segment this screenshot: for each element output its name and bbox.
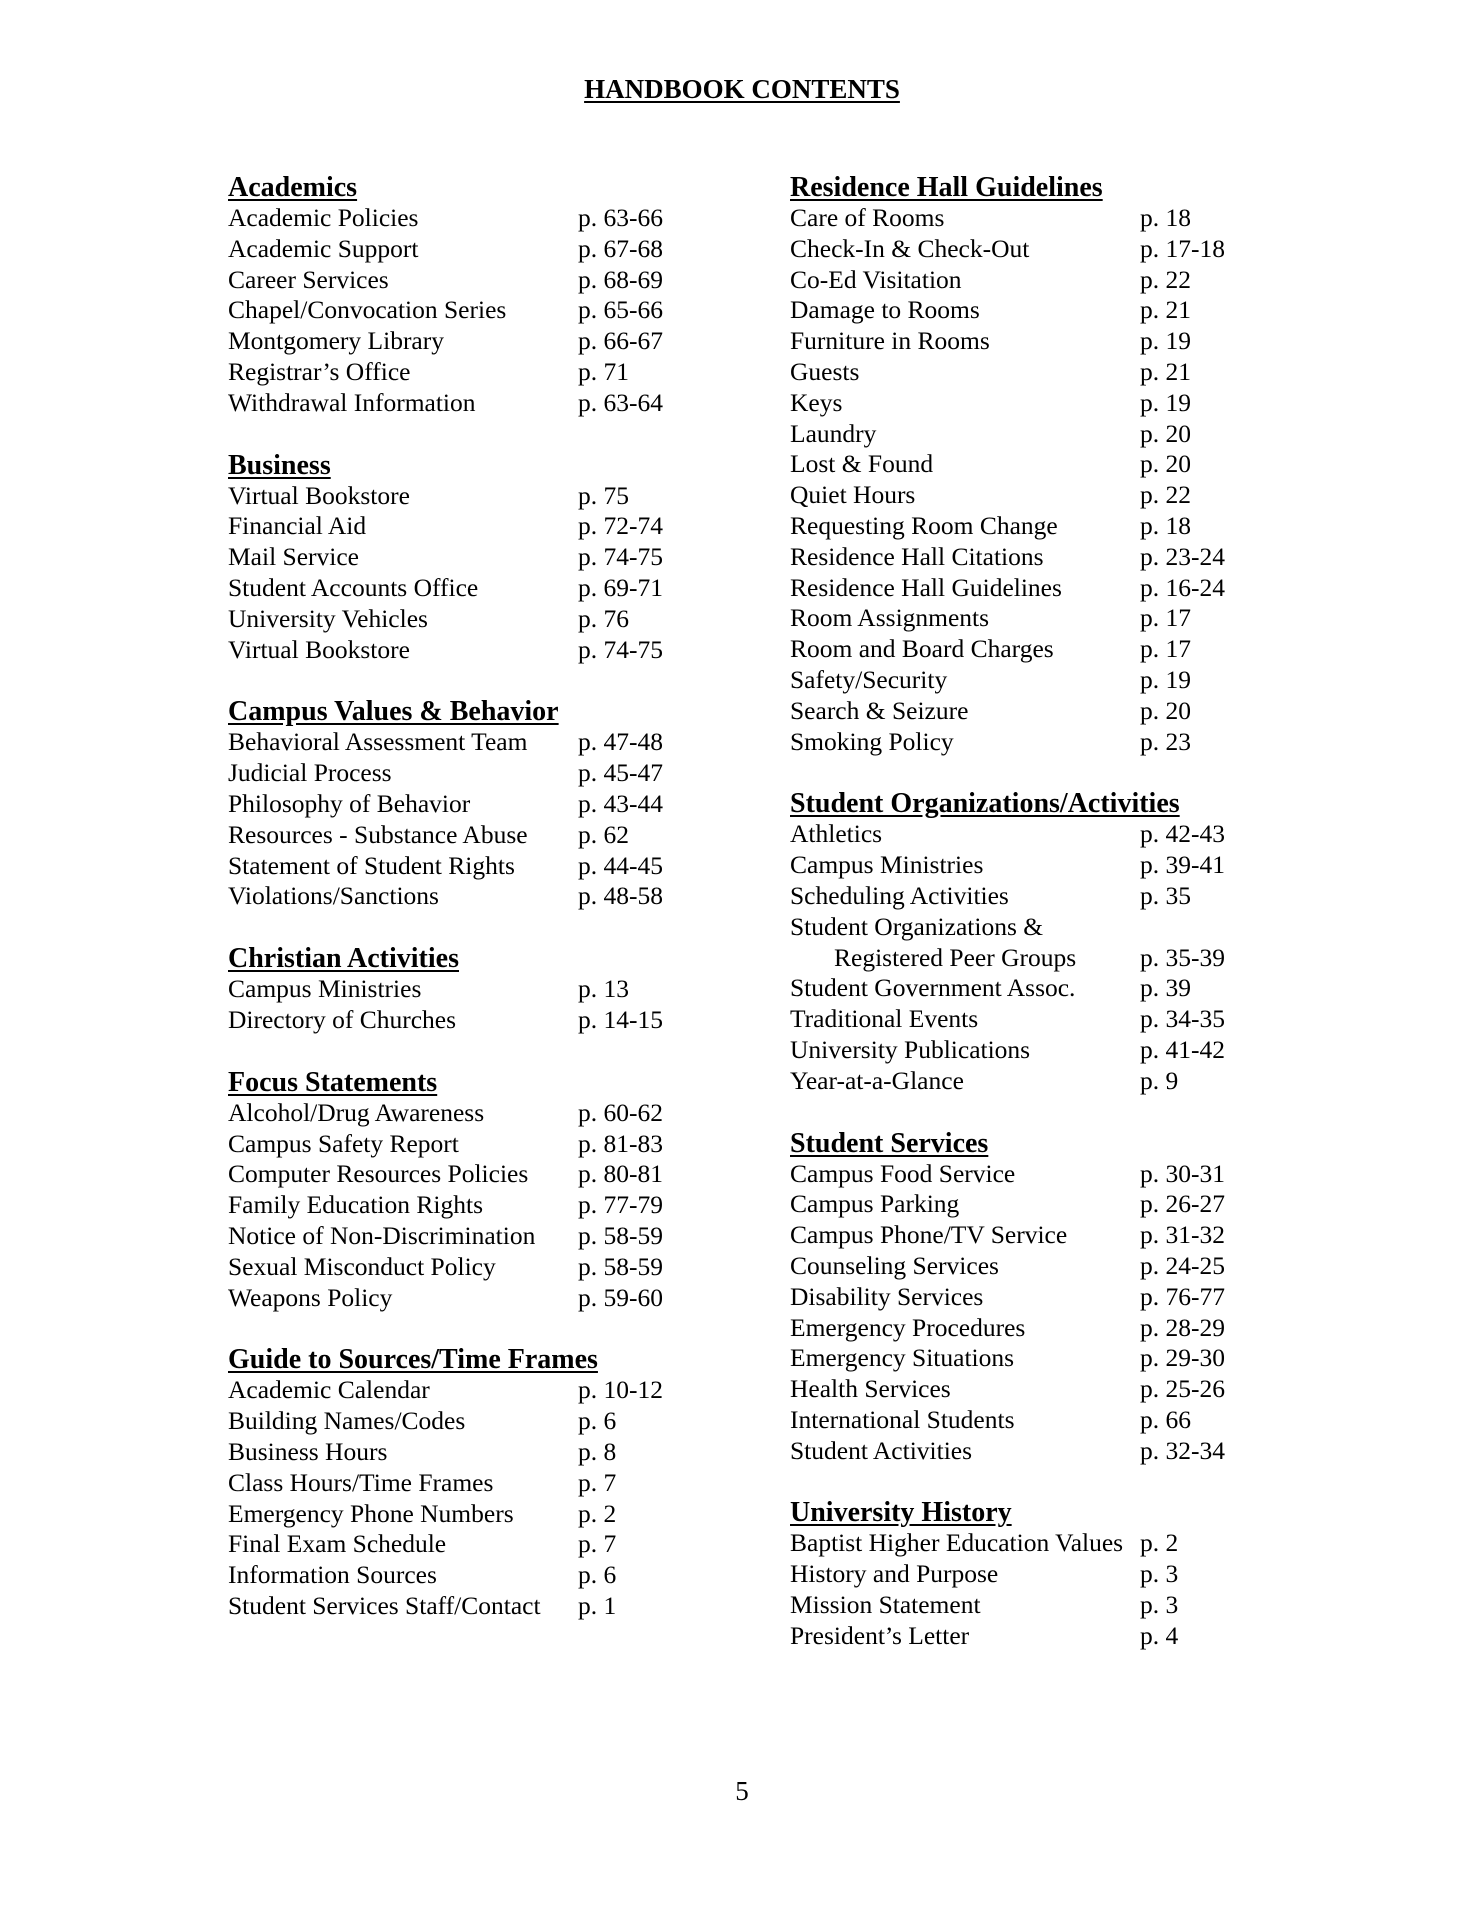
entry-title: Student Activities xyxy=(790,1435,973,1465)
toc-entry xyxy=(228,1252,748,1283)
entry-title: Furniture in Rooms xyxy=(790,326,990,356)
section-heading: Residence Hall Guidelines xyxy=(790,172,1103,203)
entry-title: Traditional Events xyxy=(790,1004,979,1034)
entry-page-ref: p. 74-75 xyxy=(578,634,663,664)
toc-entry xyxy=(228,1129,748,1160)
entry-page-ref: p. 75 xyxy=(578,480,629,510)
entry-title: Emergency Procedures xyxy=(790,1312,1026,1342)
section-business xyxy=(228,450,748,666)
entry-page-ref: p. 45-47 xyxy=(578,758,663,788)
section-heading: Guide to Sources/Time Frames xyxy=(228,1344,598,1376)
toc-entry xyxy=(228,1221,748,1252)
toc-entry xyxy=(790,943,1350,974)
toc-entry xyxy=(790,388,1350,419)
entry-title: Montgomery Library xyxy=(228,326,444,356)
entry-title: Safety/Security xyxy=(790,664,948,694)
toc-entry xyxy=(228,881,748,912)
entry-title: Laundry xyxy=(790,418,877,448)
entry-title: Building Names/Codes xyxy=(228,1406,466,1436)
entry-page-ref: p. 63-64 xyxy=(578,387,663,417)
toc-entry xyxy=(228,573,748,604)
entry-title: Academic Policies xyxy=(228,203,419,232)
entry-title: Business Hours xyxy=(228,1436,388,1466)
toc-entry xyxy=(228,511,748,542)
page-title: HANDBOOK CONTENTS xyxy=(584,74,900,104)
entry-title: Violations/Sanctions xyxy=(228,881,439,911)
entry-title: Campus Ministries xyxy=(228,974,422,1004)
entry-title: Athletics xyxy=(790,819,883,849)
section-heading: Business xyxy=(228,449,331,481)
section-heading: Academics xyxy=(228,172,358,203)
entry-title: Student Organizations & xyxy=(790,911,1044,941)
entry-title: International Students xyxy=(790,1404,1015,1434)
entry-title: Chapel/Convocation Series xyxy=(228,295,507,325)
entry-title: Check-In & Check-Out xyxy=(790,233,1030,263)
toc-entry xyxy=(790,1590,1350,1621)
entry-page-ref: p. 66-67 xyxy=(578,326,663,356)
entry-title: Student Services Staff/Contact xyxy=(228,1590,541,1620)
entry-page-ref: p. 65-66 xyxy=(578,295,663,325)
entry-page-ref: p. 21 xyxy=(1140,356,1191,386)
toc-entry xyxy=(228,326,748,357)
section-heading: Campus Values & Behavior xyxy=(228,696,559,728)
entry-title: Guests xyxy=(790,356,860,386)
toc-entry xyxy=(790,265,1350,296)
entry-page-ref: p. 39 xyxy=(1140,973,1191,1003)
entry-title: Care of Rooms xyxy=(790,203,945,232)
entry-title: Judicial Process xyxy=(228,758,392,788)
toc-entry xyxy=(790,1251,1350,1282)
entry-page-ref: p. 32-34 xyxy=(1140,1435,1225,1465)
toc-entry xyxy=(790,573,1350,604)
entry-page-ref: p. 22 xyxy=(1140,264,1191,294)
entry-page-ref: p. 26-27 xyxy=(1140,1189,1225,1219)
toc-entry xyxy=(228,542,748,573)
entry-title: Search & Seizure xyxy=(790,695,969,725)
entry-title: Lost & Found xyxy=(790,449,934,479)
toc-entry xyxy=(790,1035,1350,1066)
entry-page-ref: p. 67-68 xyxy=(578,233,663,263)
entry-title: University Publications xyxy=(790,1034,1031,1064)
section-heading: Christian Activities xyxy=(228,943,459,975)
section-guide-to-sources-time-frames xyxy=(228,1344,748,1621)
entry-title: Student Government Assoc. xyxy=(790,973,1076,1003)
toc-entry xyxy=(790,634,1350,665)
entry-page-ref: p. 6 xyxy=(578,1560,617,1590)
section-heading: Student Services xyxy=(790,1127,989,1159)
entry-page-ref: p. 77-79 xyxy=(578,1190,663,1220)
entry-page-ref: p. 6 xyxy=(578,1406,617,1436)
entry-title: Counseling Services xyxy=(790,1250,999,1280)
toc-entry xyxy=(790,357,1350,388)
entry-page-ref: p. 31-32 xyxy=(1140,1220,1225,1250)
toc-entry xyxy=(228,1190,748,1221)
entry-page-ref: p. 63-66 xyxy=(578,203,663,232)
entry-title: Quiet Hours xyxy=(790,480,916,510)
toc-entry xyxy=(790,1220,1350,1251)
toc-entry xyxy=(790,1004,1350,1035)
entry-page-ref: p. 10-12 xyxy=(578,1375,663,1405)
entry-title: Mission Statement xyxy=(790,1590,981,1620)
entry-title: Career Services xyxy=(228,264,389,294)
entry-page-ref: p. 74-75 xyxy=(578,542,663,572)
entry-page-ref: p. 39-41 xyxy=(1140,850,1225,880)
section-christian-activities xyxy=(228,943,748,1036)
section-focus-statements xyxy=(228,1067,748,1314)
entry-page-ref: p. 47-48 xyxy=(578,727,663,757)
entry-title: Emergency Phone Numbers xyxy=(228,1498,514,1528)
entry-title: Campus Ministries xyxy=(790,850,984,880)
entry-title: Final Exam Schedule xyxy=(228,1529,447,1559)
entry-page-ref: p. 58-59 xyxy=(578,1220,663,1250)
entry-page-ref: p. 3 xyxy=(1140,1559,1179,1589)
entry-page-ref: p. 71 xyxy=(578,356,629,386)
entry-page-ref: p. 7 xyxy=(578,1467,617,1497)
toc-entry xyxy=(790,234,1350,265)
entry-page-ref: p. 21 xyxy=(1140,295,1191,325)
entry-title: Notice of Non-Discrimination xyxy=(228,1220,536,1250)
section-student-services xyxy=(790,1128,1350,1467)
toc-entry xyxy=(790,1621,1350,1652)
toc-entry xyxy=(228,1560,748,1591)
entry-page-ref: p. 81-83 xyxy=(578,1128,663,1158)
toc-entry xyxy=(228,758,748,789)
entry-title: Virtual Bookstore xyxy=(228,634,410,664)
entry-title: Statement of Student Rights xyxy=(228,850,515,880)
entry-title: Registered Peer Groups xyxy=(834,942,1077,972)
toc-entry xyxy=(228,295,748,326)
section-residence-hall-guidelines xyxy=(790,172,1350,757)
entry-page-ref: p. 42-43 xyxy=(1140,819,1225,849)
entry-page-ref: p. 20 xyxy=(1140,418,1191,448)
entry-title: Campus Parking xyxy=(790,1189,960,1219)
entry-page-ref: p. 68-69 xyxy=(578,264,663,294)
entry-page-ref: p. 41-42 xyxy=(1140,1034,1225,1064)
entry-page-ref: p. 60-62 xyxy=(578,1097,663,1127)
page-number: 5 xyxy=(735,1776,749,1806)
section-heading: Student Organizations/Activities xyxy=(790,788,1180,820)
toc-entry xyxy=(790,881,1350,912)
entry-title: Financial Aid xyxy=(228,511,367,541)
section-campus-values-behavior xyxy=(228,696,748,912)
entry-title: Smoking Policy xyxy=(790,726,954,756)
section-academics xyxy=(228,172,748,419)
entry-title: Campus Phone/TV Service xyxy=(790,1220,1068,1250)
entry-page-ref: p. 18 xyxy=(1140,203,1191,232)
entry-page-ref: p. 8 xyxy=(578,1436,617,1466)
toc-entry xyxy=(228,1098,748,1129)
entry-title: Information Sources xyxy=(228,1560,437,1590)
right-column xyxy=(790,172,1350,1683)
entry-title: Health Services xyxy=(790,1374,951,1404)
entry-page-ref: p. 34-35 xyxy=(1140,1004,1225,1034)
entry-page-ref: p. 44-45 xyxy=(578,850,663,880)
toc-entry xyxy=(790,1159,1350,1190)
entry-page-ref: p. 69-71 xyxy=(578,572,663,602)
entry-title: Requesting Room Change xyxy=(790,510,1058,540)
entry-page-ref: p. 23-24 xyxy=(1140,541,1225,571)
entry-page-ref: p. 24-25 xyxy=(1140,1250,1225,1280)
entry-title: Academic Calendar xyxy=(228,1375,430,1405)
entry-page-ref: p. 7 xyxy=(578,1529,617,1559)
toc-entry xyxy=(790,1559,1350,1590)
left-column xyxy=(228,172,748,1653)
entry-title: Withdrawal Information xyxy=(228,387,476,417)
entry-page-ref: p. 18 xyxy=(1140,510,1191,540)
entry-title: Keys xyxy=(790,387,843,417)
toc-entry xyxy=(228,388,748,419)
toc-entry xyxy=(228,234,748,265)
entry-title: Behavioral Assessment Team xyxy=(228,727,528,757)
entry-page-ref: p. 13 xyxy=(578,974,629,1004)
entry-page-ref: p. 43-44 xyxy=(578,788,663,818)
entry-page-ref: p. 16-24 xyxy=(1140,572,1225,602)
section-heading: University History xyxy=(790,1497,1012,1529)
toc-entry xyxy=(790,542,1350,573)
toc-entry xyxy=(790,819,1350,850)
toc-entry xyxy=(228,789,748,820)
entry-page-ref: p. 28-29 xyxy=(1140,1312,1225,1342)
entry-page-ref: p. 9 xyxy=(1140,1065,1179,1095)
entry-title: President’s Letter xyxy=(790,1620,970,1650)
toc-entry xyxy=(790,727,1350,758)
toc-entry xyxy=(228,820,748,851)
toc-entry xyxy=(228,357,748,388)
toc-entry xyxy=(228,604,748,635)
toc-entry xyxy=(228,727,748,758)
toc-entry xyxy=(228,1437,748,1468)
toc-entry xyxy=(228,1468,748,1499)
entry-page-ref: p. 4 xyxy=(1140,1620,1179,1650)
entry-title: Virtual Bookstore xyxy=(228,480,410,510)
entry-title: Residence Hall Guidelines xyxy=(790,572,1062,602)
entry-title: Registrar’s Office xyxy=(228,356,411,386)
entry-title: Academic Support xyxy=(228,233,419,263)
entry-page-ref: p. 59-60 xyxy=(578,1282,663,1312)
toc-entry xyxy=(790,973,1350,1004)
entry-page-ref: p. 17-18 xyxy=(1140,233,1225,263)
toc-entry xyxy=(790,295,1350,326)
toc-entry xyxy=(228,481,748,512)
entry-page-ref: p. 1 xyxy=(578,1590,617,1620)
toc-entry xyxy=(790,419,1350,450)
toc-entry xyxy=(228,851,748,882)
toc-entry xyxy=(790,480,1350,511)
toc-entry xyxy=(790,511,1350,542)
toc-entry xyxy=(228,974,748,1005)
section-student-organizations-activities xyxy=(790,788,1350,1096)
entry-page-ref: p. 25-26 xyxy=(1140,1374,1225,1404)
entry-title: Scheduling Activities xyxy=(790,880,1009,910)
toc-entry xyxy=(790,1066,1350,1097)
entry-page-ref: p. 14-15 xyxy=(578,1004,663,1034)
entry-page-ref: p. 20 xyxy=(1140,449,1191,479)
entry-title: Directory of Churches xyxy=(228,1004,457,1034)
entry-page-ref: p. 48-58 xyxy=(578,881,663,911)
entry-title: Emergency Situations xyxy=(790,1343,1015,1373)
entry-page-ref: p. 19 xyxy=(1140,387,1191,417)
toc-entry xyxy=(228,1591,748,1622)
entry-page-ref: p. 76-77 xyxy=(1140,1281,1225,1311)
entry-page-ref: p. 29-30 xyxy=(1140,1343,1225,1373)
entry-title: Co-Ed Visitation xyxy=(790,264,962,294)
entry-page-ref: p. 30-31 xyxy=(1140,1158,1225,1188)
entry-page-ref: p. 19 xyxy=(1140,664,1191,694)
entry-page-ref: p. 35 xyxy=(1140,880,1191,910)
entry-page-ref: p. 62 xyxy=(578,819,629,849)
entry-page-ref: p. 76 xyxy=(578,603,629,633)
toc-entry xyxy=(790,696,1350,727)
entry-page-ref: p. 17 xyxy=(1140,634,1191,664)
entry-title: Room and Board Charges xyxy=(790,634,1054,664)
entry-title: Weapons Policy xyxy=(228,1282,393,1312)
entry-title: Alcohol/Drug Awareness xyxy=(228,1097,485,1127)
toc-entry xyxy=(228,265,748,296)
entry-title: Philosophy of Behavior xyxy=(228,788,471,818)
entry-page-ref: p. 2 xyxy=(578,1498,617,1528)
toc-entry xyxy=(228,1375,748,1406)
toc-entry xyxy=(790,203,1350,234)
toc-entry xyxy=(228,635,748,666)
toc-entry xyxy=(790,449,1350,480)
toc-entry xyxy=(790,1343,1350,1374)
toc-entry xyxy=(228,1499,748,1530)
entry-title: Year-at-a-Glance xyxy=(790,1065,964,1095)
toc-entry xyxy=(790,1282,1350,1313)
toc-entry xyxy=(790,850,1350,881)
toc-entry xyxy=(228,203,748,234)
entry-page-ref: p. 2 xyxy=(1140,1528,1179,1558)
entry-page-ref: p. 17 xyxy=(1140,603,1191,633)
entry-title: Baptist Higher Education Values xyxy=(790,1528,1124,1558)
toc-entry xyxy=(228,1406,748,1437)
entry-title: Computer Resources Policies xyxy=(228,1159,529,1189)
entry-title: History and Purpose xyxy=(790,1559,999,1589)
entry-title: Family Education Rights xyxy=(228,1190,483,1220)
entry-page-ref: p. 23 xyxy=(1140,726,1191,756)
entry-page-ref: p. 35-39 xyxy=(1140,942,1225,972)
toc-entry xyxy=(228,1159,748,1190)
toc-entry xyxy=(790,1436,1350,1467)
entry-page-ref: p. 58-59 xyxy=(578,1251,663,1281)
entry-title: Campus Food Service xyxy=(790,1158,1016,1188)
toc-entry xyxy=(228,1005,748,1036)
entry-page-ref: p. 66 xyxy=(1140,1404,1191,1434)
entry-title: Sexual Misconduct Policy xyxy=(228,1251,496,1281)
entry-title: Student Accounts Office xyxy=(228,572,479,602)
entry-page-ref: p. 3 xyxy=(1140,1590,1179,1620)
entry-title: Campus Safety Report xyxy=(228,1128,459,1158)
entry-page-ref: p. 22 xyxy=(1140,480,1191,510)
toc-entry xyxy=(790,1405,1350,1436)
entry-title: Room Assignments xyxy=(790,603,990,633)
toc-entry xyxy=(790,665,1350,696)
entry-page-ref: p. 80-81 xyxy=(578,1159,663,1189)
section-heading: Focus Statements xyxy=(228,1066,438,1098)
entry-title: Mail Service xyxy=(228,542,359,572)
toc-entry xyxy=(790,1374,1350,1405)
entry-page-ref: p. 72-74 xyxy=(578,511,663,541)
entry-page-ref: p. 19 xyxy=(1140,326,1191,356)
section-university-history xyxy=(790,1497,1350,1651)
toc-entry xyxy=(228,1283,748,1314)
toc-entry xyxy=(790,1189,1350,1220)
entry-page-ref: p. 20 xyxy=(1140,695,1191,725)
toc-entry xyxy=(790,1528,1350,1559)
toc-entry xyxy=(790,326,1350,357)
toc-entry xyxy=(790,603,1350,634)
toc-entry xyxy=(790,912,1350,943)
entry-title: University Vehicles xyxy=(228,603,428,633)
toc-entry xyxy=(790,1313,1350,1344)
entry-title: Disability Services xyxy=(790,1281,984,1311)
entry-title: Residence Hall Citations xyxy=(790,541,1044,571)
toc-entry xyxy=(228,1529,748,1560)
entry-title: Resources - Substance Abuse xyxy=(228,819,528,849)
entry-title: Class Hours/Time Frames xyxy=(228,1467,494,1497)
entry-title: Damage to Rooms xyxy=(790,295,980,325)
